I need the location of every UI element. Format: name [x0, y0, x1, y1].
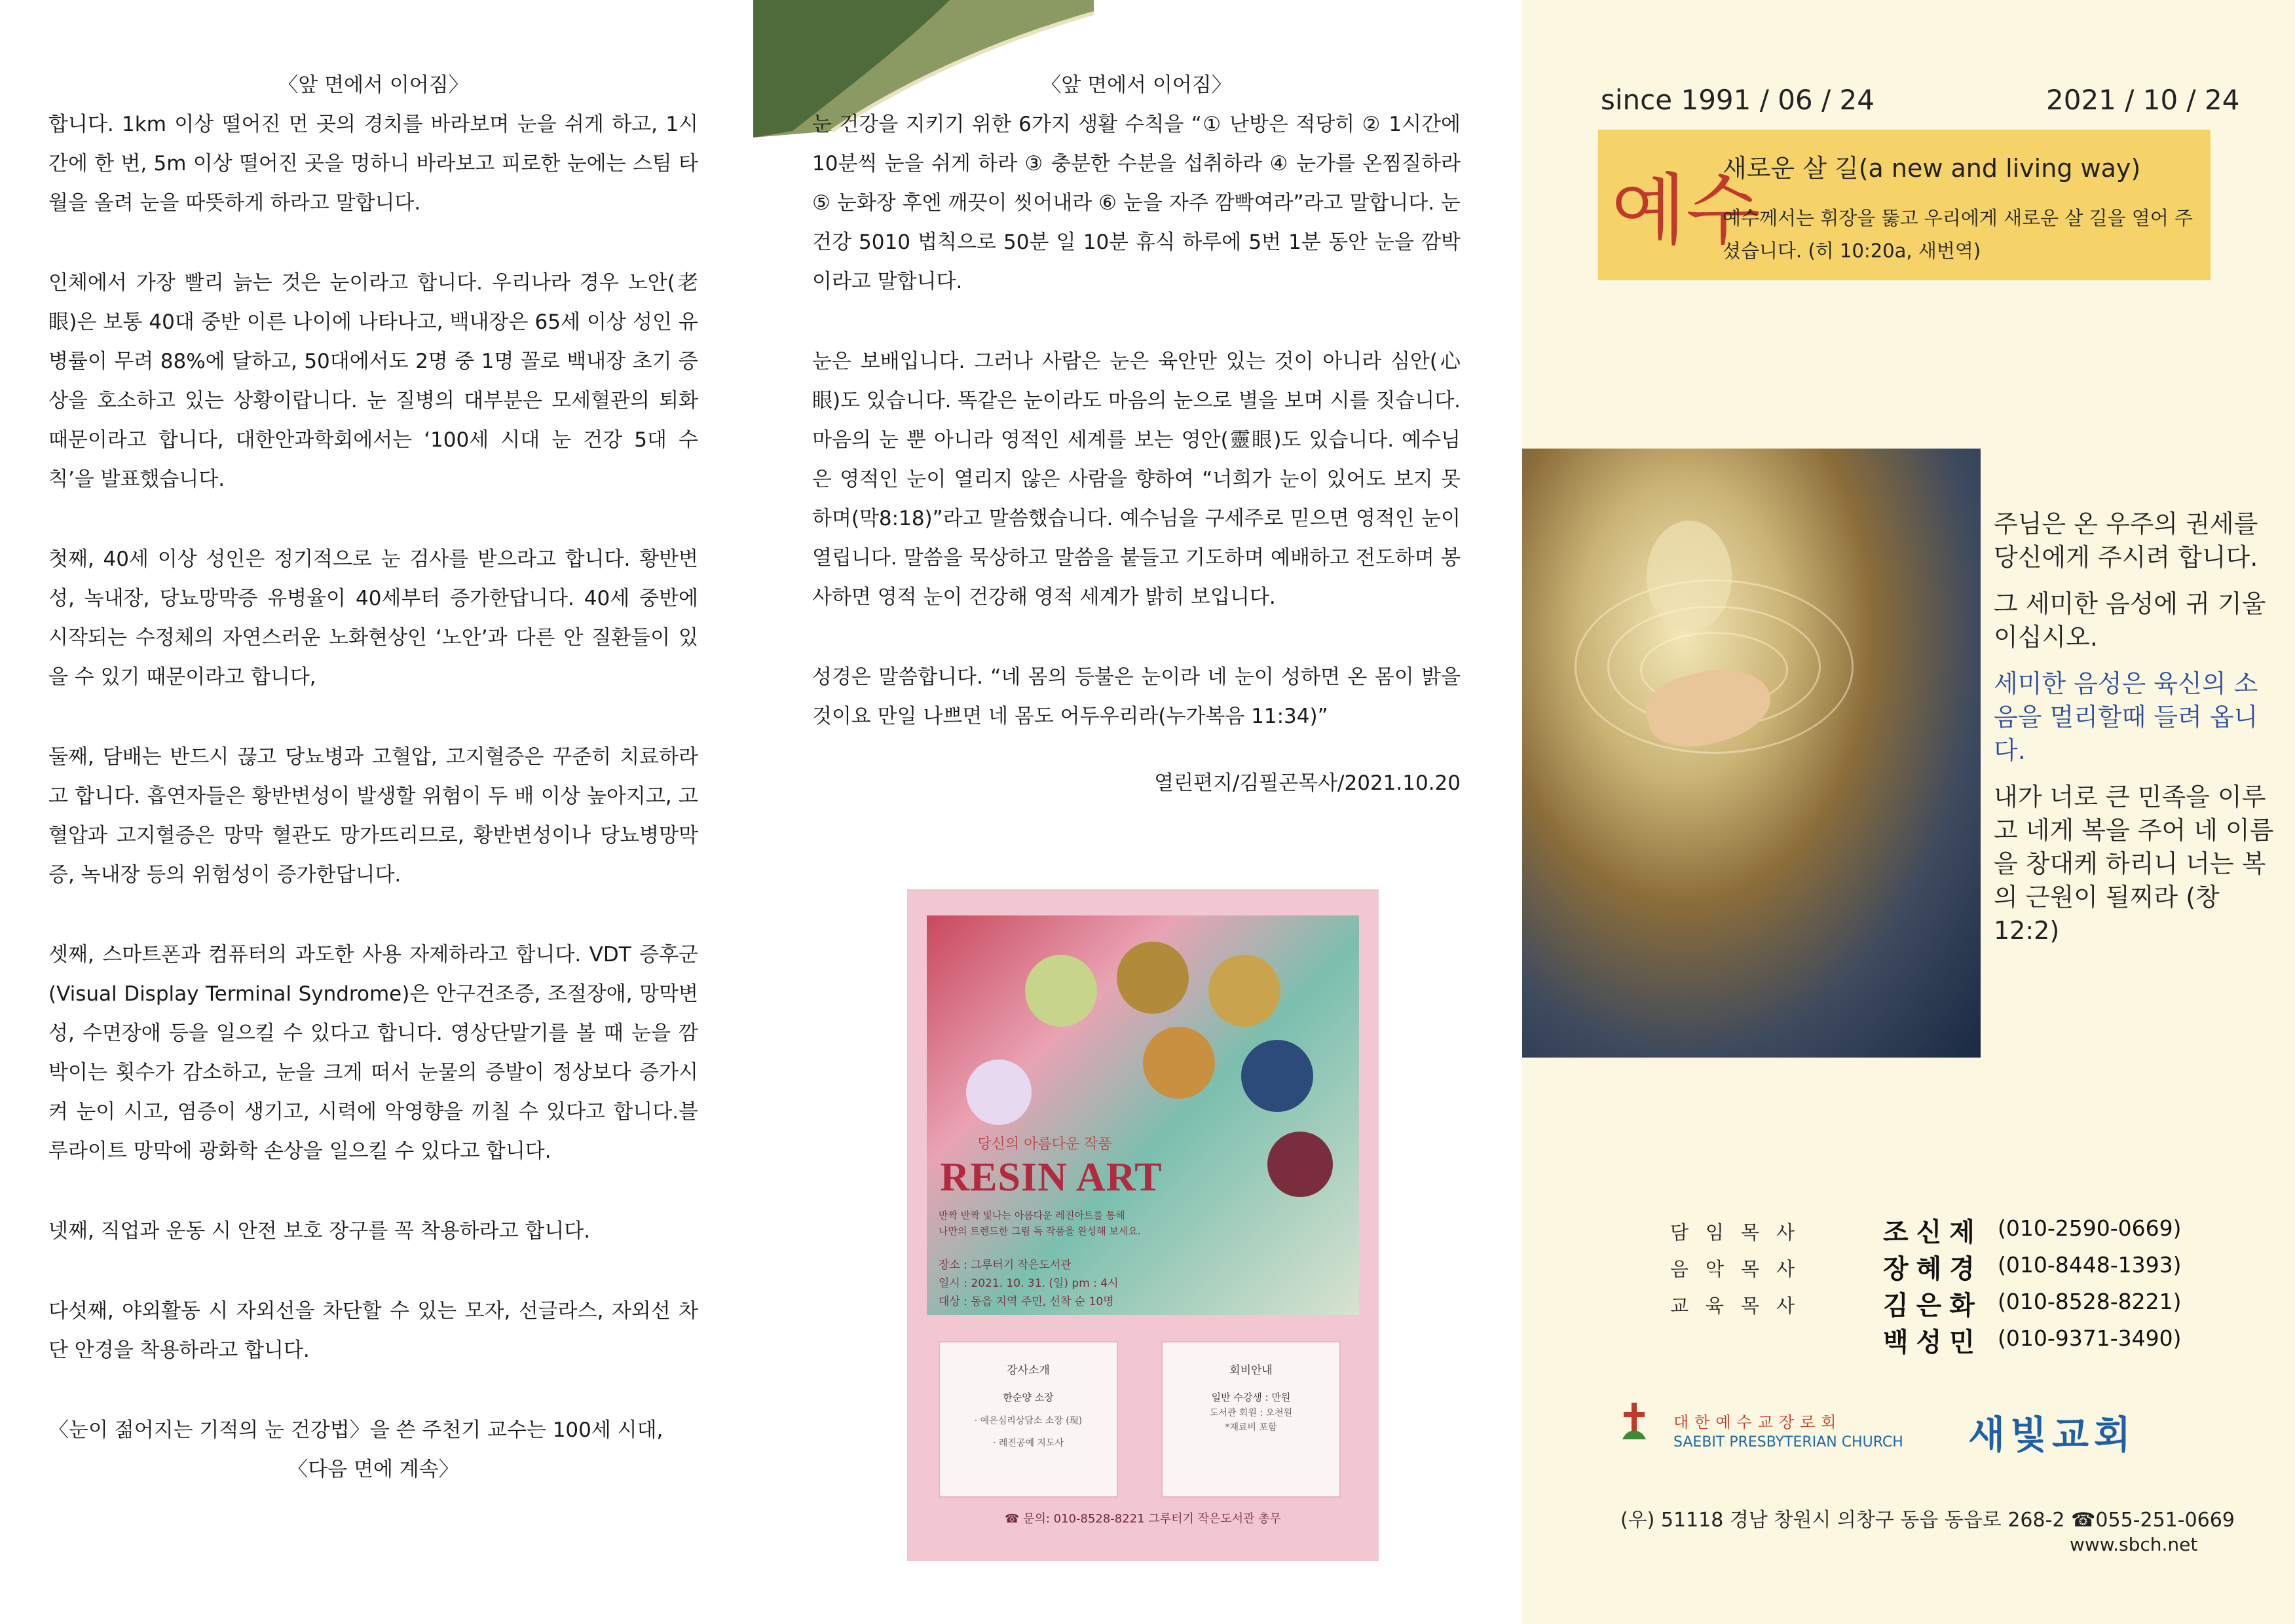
church-logo-block — [1621, 1401, 2276, 1467]
poster-info — [939, 1256, 1119, 1311]
cross-icon — [1621, 1401, 1647, 1441]
paragraph: 다섯째, 야외활동 시 자외선을 차단할 수 있는 모자, 선글라스, 자외선 차단 안경을 착용하라고 합니다. — [48, 1299, 698, 1362]
paragraph: 둘째, 담배는 반드시 끊고 당뇨병과 고혈압, 고지혈증은 꾸준히 치료하라고 합니다. 흡연자들은 황반변성이 발생할 위험이 두 배 이상 높아지고, 고혈압과 고지혈증은 망막 혈관도 망가뜨리므로, 황반변성이나 당뇨병망막증, 녹내장 등의 위험성이 증가한답니다. — [48, 745, 698, 887]
staff-phone: (010-8448-1393) — [1998, 1252, 2182, 1278]
staff-name: 조신제 — [1883, 1217, 1983, 1247]
poster-contact: ☎ 문의: 010-8528-8221 그루터기 작은도서관 총무 — [1004, 1512, 1282, 1526]
paragraph: 첫째, 40세 이상 성인은 정기적으로 눈 검사를 받으라고 합니다. 황반변성, 녹내장, 당뇨망막증 유병율이 40세부터 증가한답니다. 40세 중반에 시작되는 수정체의 자연스러운 노화현상인 ‘노안’과 다른 안 질환들이 있을 수 있기 때문이라고 합니다, — [48, 547, 698, 689]
card-heading: 강사소개 — [1007, 1364, 1050, 1377]
staff-phone: (010-9371-3490) — [1998, 1325, 2182, 1351]
verse-text — [1994, 507, 2282, 961]
staff-name: 김은화 — [1883, 1291, 1983, 1321]
paragraph: 셋째, 스마트폰과 컴퓨터의 과도한 사용 자제하라고 합니다. VDT 증후군(Visual Display Terminal Syndrome)은 안구건조증, 조절장애, 망막변성, 수면장애 등을 일으킬 수 있다고 합니다. 영상단말기를 볼 때 눈을 깜박이는 횟수가 감소하고, 눈을 크게 떠서 눈물의 증발이 정상보다 증가시켜 눈이 시고, 염증이 생기고, 시력에 악영향을 끼칠 수 있다고 합니다.블루라이트 망막에 광화학 손상을 일으킬 수 있다고 합니다. — [48, 943, 698, 1163]
christ-painting — [1522, 449, 1981, 1058]
issue-date: 2021 / 10 / 24 — [2046, 84, 2240, 116]
staff-row — [1670, 1248, 2260, 1285]
staff-name: 백성민 — [1883, 1327, 1983, 1357]
instructor-detail: · 예은심리상담소 소장 (現) — [974, 1416, 1083, 1426]
paragraph: 넷째, 직업과 운동 시 안전 보호 장구를 꼭 착용하라고 합니다. — [48, 1219, 591, 1243]
article-column-1 — [48, 65, 698, 1489]
church-website[interactable]: www.sbch.net — [2070, 1534, 2198, 1555]
poster-target: 대상 : 동읍 지역 주민, 선착 순 10명 — [939, 1295, 1114, 1308]
denomination-name: 대한예수교장로회 — [1673, 1413, 1842, 1431]
paragraph: 합니다. 1km 이상 떨어진 먼 곳의 경치를 바라보며 눈을 쉬게 하고, 1시간에 한 번, 5m 이상 떨어진 곳을 멍하니 바라보고 피로한 눈에는 스팀 타월을 올려 눈을 따뜻하게 하라고 말합니다. — [48, 113, 698, 215]
card-heading: 회비안내 — [1229, 1364, 1273, 1377]
staff-phone: (010-8528-8221) — [1998, 1289, 2182, 1314]
instructor-detail: · 레진공예 지도사 — [992, 1438, 1064, 1449]
instructor-name: 한순양 소장 — [1003, 1392, 1054, 1403]
church-address: (우) 51118 경남 창원시 의창구 동읍 동읍로 268-2 ☎055-251-0669 — [1620, 1509, 2235, 1532]
motto-box — [1598, 130, 2211, 280]
church-english-name: SAEBIT PRESBYTERIAN CHURCH — [1673, 1434, 1903, 1450]
poster-description: 나만의 트렌드한 그림 독 작품을 완성해 보세요. — [939, 1225, 1141, 1237]
article-column-2 — [812, 65, 1461, 803]
continued-from-label: 〈앞 면에서 이어짐〉 — [278, 73, 469, 97]
poster-description: 반짝 반짝 빛나는 아름다운 레진아트를 통해 — [939, 1209, 1125, 1221]
fee-line: 일반 수강생 : 만원 — [1211, 1392, 1291, 1403]
poster-subtitle: 당신의 아름다운 작품 — [977, 1136, 1112, 1153]
verse-line: 내가 너로 큰 민족을 이루고 네게 복을 주어 네 이름을 창대케 하리니 너는 복의 근원이 될찌라 (창 12:2) — [1994, 783, 2274, 945]
fee-line: 도서관 회원 : 오천원 — [1209, 1408, 1293, 1418]
article-signature: 열린편지/김필곤목사/2021.10.20 — [1154, 771, 1461, 795]
fee-note: *재료비 포함 — [1225, 1422, 1277, 1433]
verse-line: 주님은 온 우주의 권세를 당신에게 주시려 합니다. — [1994, 509, 2258, 572]
staff-role: 담임목사 — [1670, 1221, 1812, 1244]
paragraph: 눈은 보배입니다. 그러나 사람은 눈은 육안만 있는 것이 아니라 심안(心眼)도 있습니다. 똑같은 눈이라도 마음의 눈으로 별을 보며 시를 짓습니다. 마음의 눈 뿐 아니라 영적인 세계를 보는 영안(靈眼)도 있습니다. 예수님은 영적인 눈이 열리지 않은 사람을 향하여 “너희가 눈이 있어도 보지 못하며(막8:18)”라고 말씀했습니다. 예수님을 구세주로 믿으면 영적인 눈이 열립니다. 말씀을 묵상하고 말씀을 붙들고 기도하며 예배하고 전도하며 봉사하면 영적 눈이 건강해 영적 세계가 밝히 보입니다. — [812, 350, 1461, 609]
staff-name: 장혜경 — [1883, 1254, 1983, 1284]
staff-role: 음악목사 — [1670, 1258, 1812, 1280]
church-name: 새빛교회 — [1968, 1412, 2136, 1457]
motto-title: 새로운 살 길(a new and living way) — [1723, 154, 2141, 183]
staff-row — [1670, 1285, 2260, 1321]
continued-from-label: 〈앞 면에서 이어짐〉 — [1041, 73, 1232, 97]
motto-text: 예수께서는 휘장을 뚫고 우리에게 새로운 살 길을 열어 주셨습니다. (히 10:20a, 새번역) — [1723, 207, 2193, 262]
since-label: since — [1601, 84, 1673, 116]
jesus-logo: 예수 — [1611, 165, 1761, 255]
poster-photo — [927, 915, 1359, 1315]
staff-list — [1670, 1211, 2260, 1358]
continued-next-label: 〈다음 면에 계속〉 — [288, 1458, 459, 1481]
paragraph: 눈 건강을 지키기 위한 6가지 생활 수칙을 “① 난방은 적당히 ② 1시간에 10분씩 눈을 쉬게 하라 ③ 충분한 수분을 섭취하라 ④ 눈가를 온찜질하라 ⑤ 눈화장 후엔 깨끗이 씻어내라 ⑥ 눈을 자주 깜빡여라”라고 말합니다. 눈 건강 5010 법칙으로 50분 일 10분 휴식 하루에 5번 1분 동안 눈을 깜박이라고 말합니다. — [812, 113, 1461, 293]
instructor-card — [939, 1341, 1118, 1498]
staff-row — [1670, 1321, 2260, 1358]
verse-line: 그 세미한 음성에 귀 기울이십시오. — [1994, 589, 2266, 652]
since-date — [1601, 84, 1875, 116]
poster-place: 장소 : 그루터기 작은도서관 — [939, 1259, 1072, 1272]
staff-phone: (010-2590-0669) — [1998, 1215, 2182, 1241]
resin-art-poster — [907, 889, 1379, 1561]
paragraph: 인체에서 가장 빨리 늙는 것은 눈이라고 합니다. 우리나라 경우 노안(老眼)은 보통 40대 중반 이른 나이에 나타나고, 백내장은 65세 이상 성인 유병률이 무려 88%에 달하고, 50대에서도 2명 중 1명 꼴로 백내장 초기 증상을 호소하고 있는 상황이랍니다. 눈 질병의 대부분은 모세혈관의 퇴화 때문이라고 합니다, 대한안과학회에서는 ‘100세 시대 눈 건강 5대 수칙’을 발표했습니다. — [48, 271, 698, 491]
staff-role: 교육목사 — [1670, 1295, 1812, 1317]
poster-date: 일시 : 2021. 10. 31. (일) pm : 4시 — [939, 1277, 1119, 1290]
paragraph: 〈눈이 젊어지는 기적의 눈 건강법〉을 쓴 주천기 교수는 100세 시대, — [48, 1418, 663, 1442]
staff-row — [1670, 1211, 2260, 1248]
since-value: 1991 / 06 / 24 — [1681, 84, 1875, 116]
poster-title: RESIN ART — [940, 1155, 1163, 1200]
verse-line: 세미한 음성은 육신의 소음을 멀리할때 들려 옵니다. — [1994, 669, 2258, 765]
fee-card — [1161, 1341, 1341, 1498]
paragraph: 성경은 말씀합니다. “네 몸의 등불은 눈이라 네 눈이 성하면 온 몸이 밝을 것이요 만일 나쁘면 네 몸도 어두우리라(누가복음 11:34)” — [812, 665, 1461, 728]
